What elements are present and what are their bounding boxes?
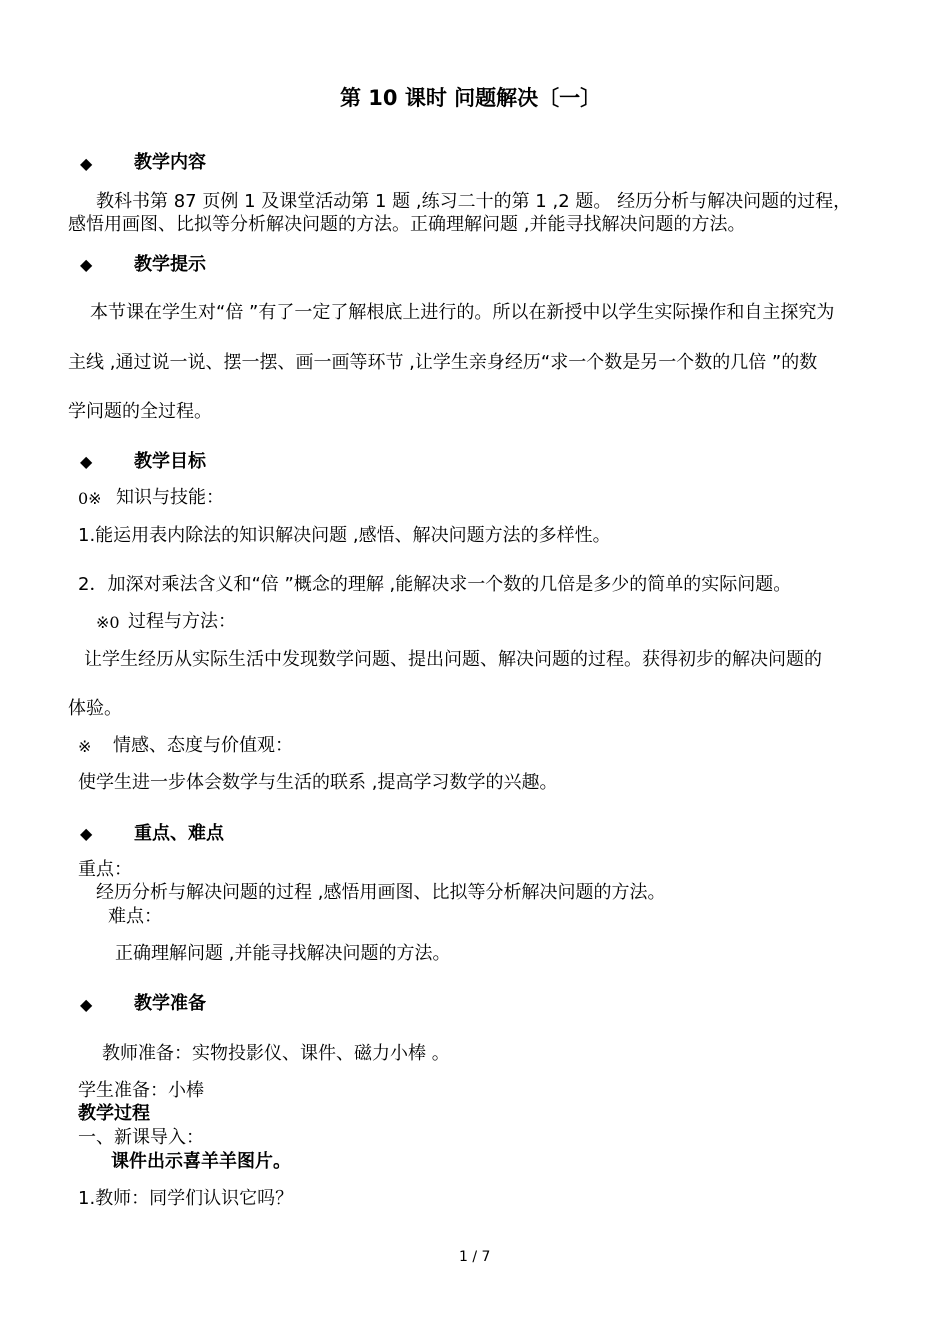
goal-paragraph-line: 体验。 — [68, 698, 122, 719]
diamond-bullet-icon: ◆ — [80, 824, 93, 843]
process-question: 1.教师：同学们认识它吗？ — [78, 1188, 294, 1209]
diamond-bullet-icon: ◆ — [80, 452, 93, 471]
prep-student: 学生准备：小棒 — [78, 1080, 204, 1101]
prep-teacher: 教师准备：实物投影仪、课件、磁力小棒 。 — [102, 1043, 450, 1064]
goal-label-knowledge: 知识与技能： — [116, 487, 224, 508]
section-heading-prep: 教学准备 — [134, 993, 206, 1014]
content-paragraph-line: 感悟用画图、比拟等分析解决问题的方法。正确理解问题 ,并能寻找解决问题的方法。 — [68, 214, 746, 235]
goal-paragraph-line: 让学生经历从实际生活中发现数学问题、提出问题、解决问题的过程。获得初步的解决问题的 — [84, 649, 822, 670]
diamond-bullet-icon: ◆ — [80, 255, 93, 274]
goal-marker: ※ — [78, 737, 92, 756]
hint-paragraph-line: 学问题的全过程。 — [68, 401, 212, 422]
goal-label-process: 过程与方法： — [128, 611, 236, 632]
difficulty-label: 难点： — [108, 906, 162, 927]
goal-marker: ※0 — [96, 613, 120, 632]
hint-paragraph-line: 本节课在学生对“倍 ”有了一定了解根底上进行的。所以在新授中以学生实际操作和自主探究为 — [90, 302, 835, 323]
goal-label-attitude: 情感、态度与价值观： — [113, 735, 293, 756]
section-heading-goals: 教学目标 — [134, 451, 206, 472]
goal-paragraph-line: 使学生进一步体会数学与生活的联系 ,提高学习数学的兴趣。 — [78, 772, 558, 793]
hint-paragraph-line: 主线 ,通过说一说、摆一摆、画一画等环节 ,让学生亲身经历“求一个数是另一个数的几倍 ”的数 — [68, 352, 818, 373]
process-intro: 一、新课导入： — [78, 1127, 204, 1148]
section-heading-content: 教学内容 — [134, 152, 206, 173]
document-title: 第 10 课时 问题解决〔一〕 — [340, 86, 602, 110]
page-number: 1 / 7 — [459, 1249, 491, 1265]
process-show: 课件出示喜羊羊图片。 — [111, 1151, 291, 1172]
key-text: 经历分析与解决问题的过程 ,感悟用画图、比拟等分析解决问题的方法。 — [96, 882, 666, 903]
section-heading-hint: 教学提示 — [134, 254, 206, 275]
key-label: 重点： — [78, 859, 132, 880]
goal-item: 2．加深对乘法含义和“倍 ”概念的理解 ,能解决求一个数的几倍是多少的简单的实际问题。 — [78, 574, 792, 595]
diamond-bullet-icon: ◆ — [80, 154, 93, 173]
difficulty-text: 正确理解问题 ,并能寻找解决问题的方法。 — [115, 943, 451, 964]
section-heading-key: 重点、难点 — [134, 823, 224, 844]
section-heading-process: 教学过程 — [78, 1103, 150, 1124]
goal-marker: 0※ — [78, 489, 102, 508]
content-paragraph-line: 教科书第 87 页例 1 及课堂活动第 1 题 ,练习二十的第 1 ,2 题。 经历分析与解决问题的过程， — [96, 191, 852, 212]
goal-item: 1.能运用表内除法的知识解决问题 ,感悟、解决问题方法的多样性。 — [78, 525, 611, 546]
diamond-bullet-icon: ◆ — [80, 995, 93, 1014]
